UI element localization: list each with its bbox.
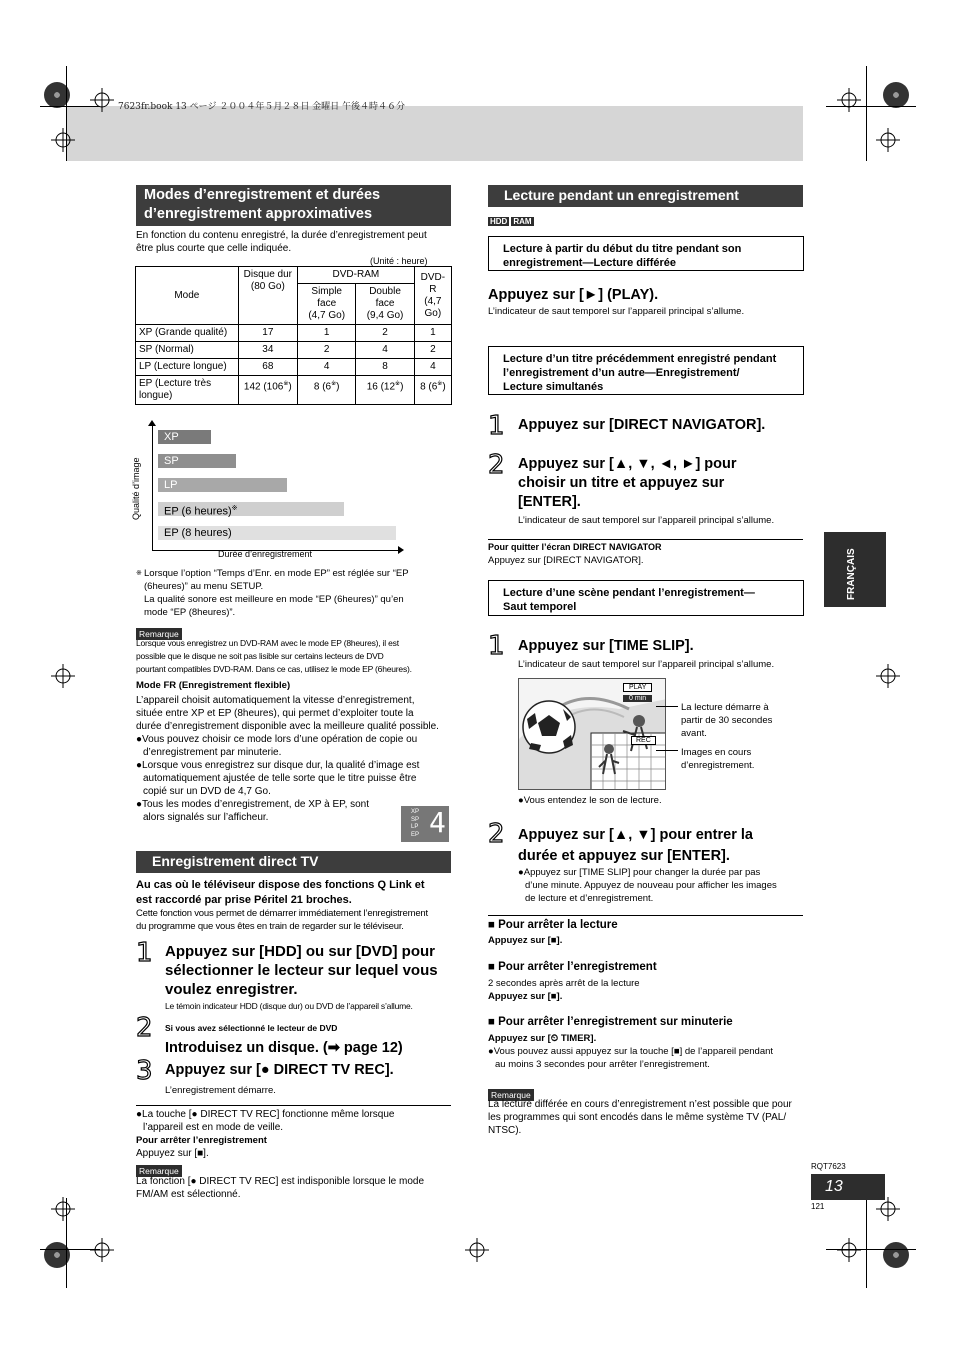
text-line: pourtant compatibles DVD-RAM. Dans ce cas, utilisez le mode EP (6heures). xyxy=(136,664,412,674)
text-line: est raccordé par prise Péritel 21 broches. xyxy=(136,894,352,906)
divider xyxy=(488,539,803,540)
callout-line xyxy=(656,706,678,707)
crosshair-icon xyxy=(837,1238,861,1262)
text-line: Images en cours xyxy=(681,747,752,758)
modes-intro xyxy=(136,229,456,255)
bullet-line: ●Tous les modes d’enregistrement, de XP à EP, sont xyxy=(136,799,370,810)
table-cell: 1 xyxy=(298,325,356,342)
direct-tv-remark xyxy=(136,1175,456,1201)
graph-bar-5 xyxy=(158,526,396,540)
cell-value: 8 (6 xyxy=(313,381,332,393)
text-line: En fonction du contenu enregistré, la durée d’enregistrement peut xyxy=(136,230,427,241)
text-line: (9,4 Go) xyxy=(366,310,404,321)
footnote-mark: ※ xyxy=(136,570,142,577)
display-panel xyxy=(401,806,449,842)
text-line: d’enregistrement. xyxy=(681,760,755,771)
table-header xyxy=(238,267,297,325)
remark-label: Remarque xyxy=(136,628,182,640)
graph-bar-2 xyxy=(158,454,236,468)
table-cell: 2 xyxy=(298,342,356,359)
step-number: 2 xyxy=(136,1013,153,1043)
text-line: R xyxy=(429,283,437,295)
text-line: (6heures)” au menu SETUP. xyxy=(144,581,264,592)
page-number: 13 xyxy=(811,1174,885,1200)
step-number: 2 xyxy=(488,819,505,849)
remark-text xyxy=(136,637,456,676)
table-row xyxy=(136,325,452,342)
bullet-line: ●Appuyez sur [TIME SLIP] pour changer la durée par pas xyxy=(518,867,761,878)
table-cell xyxy=(136,376,239,405)
divider xyxy=(136,1105,451,1106)
slip-time-indicator: 0 min xyxy=(623,695,652,702)
display-mode: EP xyxy=(411,831,420,838)
step-3-note: L’enregistrement démarre. xyxy=(165,1085,276,1096)
graph-y-label: Qualité d’image xyxy=(131,457,141,520)
cell-value: 8 (6 xyxy=(420,381,438,393)
text-line: FM/AM est sélectionné. xyxy=(136,1189,241,1200)
text-line: Appuyez sur [▲, ▼, ◄, ►] pour xyxy=(518,456,737,472)
table-row xyxy=(136,267,452,284)
text-line: DVD- xyxy=(420,271,446,283)
language-tab xyxy=(824,532,886,607)
text-line: durée et appuyez sur [ENTER]. xyxy=(518,848,730,864)
header-band xyxy=(66,106,803,161)
text-line: face xyxy=(375,298,395,309)
language-tab-label: FRANÇAIS xyxy=(846,548,857,600)
step-1-text xyxy=(165,942,465,999)
graph-bar-label: EP (8 heures) xyxy=(164,527,232,539)
table-header: DVD-RAM xyxy=(298,267,415,284)
section-title-modes xyxy=(136,185,451,226)
footnote-mark: ※ xyxy=(283,381,289,387)
text-line: La lecture différée en cours d’enregistrement n’est possible que pour xyxy=(488,1099,792,1110)
cell-value: ) xyxy=(336,381,340,393)
text-line: Lecture d’un titre précédemment enregistré pendant xyxy=(503,353,777,365)
cell-value: ) xyxy=(288,381,292,393)
text-line: Pour arrêter l’enregistrement xyxy=(136,1135,267,1146)
display-mode: XP xyxy=(411,809,420,815)
crosshair-icon xyxy=(51,1197,75,1221)
crosshair-icon xyxy=(90,88,114,112)
cell-value: 16 (12 xyxy=(366,381,396,393)
graph-bar-label: XP xyxy=(164,431,179,443)
mode-box-simultaneous xyxy=(488,346,804,395)
table-cell: XP (Grande qualité) xyxy=(136,325,239,342)
text-line: Appuyez sur [▲, ▼] pour entrer la xyxy=(518,827,753,843)
quit-text: Appuyez sur [DIRECT NAVIGATOR]. xyxy=(488,555,644,566)
tv-screen-illustration xyxy=(518,678,666,790)
cell-value: ) xyxy=(442,381,446,393)
cell-value: ) xyxy=(400,381,404,393)
footnote-mark: ※ xyxy=(331,381,337,387)
table-cell: 2 xyxy=(414,342,451,359)
play-note: L’indicateur de saut temporel sur l’appareil principal s’allume. xyxy=(488,306,745,317)
text-line: durée d’enregistrement disponible avec la meilleure qualité possible. xyxy=(136,721,439,732)
graph-bar-3 xyxy=(158,478,287,492)
text-line: partir de 30 secondes xyxy=(681,715,773,726)
display-modes xyxy=(411,809,419,839)
crosshair-icon xyxy=(465,1238,489,1262)
text-line: alors signalés sur l’afficheur. xyxy=(143,812,269,823)
crosshair-icon xyxy=(876,664,900,688)
table-cell: 68 xyxy=(238,359,297,376)
direct-tv-intro xyxy=(136,907,456,933)
text-line: (4,7 xyxy=(424,295,442,307)
text-line: du programme que vous êtes en train de regarder sur le téléviseur. xyxy=(136,921,404,932)
time-slip-note: L’indicateur de saut temporel sur l’appareil principal s’allume. xyxy=(518,659,775,670)
step-2-text: Introduisez un disque. (➡ page 12) xyxy=(165,1040,403,1056)
text-line: de lecture et d’enregistrement. xyxy=(525,893,654,904)
graph-bar-label: EP (6 heures) xyxy=(164,505,232,518)
crop-line xyxy=(866,1198,867,1288)
arrow-up-icon xyxy=(148,420,156,426)
text-line: l’enregistrement d’un autre—Enregistrement/ xyxy=(503,367,740,379)
unit-label: (Unité : heure) xyxy=(370,256,428,266)
table-cell xyxy=(414,376,451,405)
mode-box-time-slip xyxy=(488,580,804,616)
crop-line xyxy=(826,106,916,107)
time-slip-step-1: Appuyez sur [TIME SLIP]. xyxy=(518,638,694,654)
footnote-mark: ※ xyxy=(437,381,443,387)
text-line: Lecture d’une scène pendant l’enregistrement— xyxy=(503,587,755,599)
rec-indicator: REC xyxy=(631,736,656,745)
table-header: Mode xyxy=(136,267,239,325)
table-cell: 34 xyxy=(238,342,297,359)
table-cell: 17 xyxy=(238,325,297,342)
stop-recording-text xyxy=(488,977,640,1003)
text-line: face xyxy=(317,298,337,309)
callout-recording xyxy=(681,746,754,772)
text-line: choisir un titre et appuyez sur xyxy=(518,475,725,491)
alt-page-number: 121 xyxy=(811,1202,825,1211)
crop-line xyxy=(866,66,867,161)
text-line: Disque dur xyxy=(243,269,292,280)
text-line: La fonction [● DIRECT TV REC] est indisponible lorsque le mode xyxy=(136,1176,425,1187)
step-number: 3 xyxy=(136,1056,153,1086)
section-title-playback: Lecture pendant un enregistrement xyxy=(488,185,803,207)
crosshair-icon xyxy=(876,1197,900,1221)
display-mode: LP xyxy=(411,824,419,830)
time-slip-step-2 xyxy=(518,825,808,867)
text-line: [ENTER]. xyxy=(518,494,581,510)
text-line: Lorsque vous enregistrez un DVD-RAM avec le mode EP (8heures), il est xyxy=(136,638,399,648)
step-number: 1 xyxy=(136,938,153,968)
table-cell xyxy=(238,376,297,405)
play-instruction: Appuyez sur [►] (PLAY). xyxy=(488,287,659,303)
remark-label: Remarque xyxy=(488,1089,534,1101)
table-cell: 4 xyxy=(298,359,356,376)
step-2-condition: Si vous avez sélectionné le lecteur de DVD xyxy=(165,1023,338,1033)
text-line: Appuyez sur [■]. xyxy=(488,991,563,1002)
table-cell: 2 xyxy=(356,325,414,342)
text-line: voulez enregistrer. xyxy=(165,981,298,998)
footnote xyxy=(136,567,456,619)
crop-line xyxy=(40,1249,100,1250)
modes-table xyxy=(135,266,452,405)
navigator-note: L’indicateur de saut temporel sur l’appareil principal s’allume. xyxy=(518,515,775,526)
graph-bar-label: LP xyxy=(164,479,178,491)
bullet-line: ●Vous pouvez choisir ce mode lors d’une opération de copie ou xyxy=(136,734,418,745)
step-3-text: Appuyez sur [● DIRECT TV REC]. xyxy=(165,1062,394,1078)
text-line: longue) xyxy=(139,390,173,401)
footnote-mark: ※ xyxy=(231,505,238,512)
text-line: Appuyez sur [HDD] ou sur [DVD] pour xyxy=(165,943,435,960)
text-line: automatiquement ajustée de telle sorte que le titre puisse être xyxy=(143,773,417,784)
footnote-mark: ※ xyxy=(395,381,401,387)
title-line: Modes d’enregistrement et durées xyxy=(144,187,381,203)
crosshair-icon xyxy=(837,88,861,112)
section-title-direct-tv: Enregistrement direct TV xyxy=(136,851,451,873)
text-line: mode “EP (8heures)”. xyxy=(144,607,236,618)
table-cell: 1 xyxy=(414,325,451,342)
callout-line xyxy=(656,750,678,751)
table-cell: 8 xyxy=(356,359,414,376)
time-slip-step-2-note xyxy=(518,866,808,905)
disc-tags xyxy=(488,211,536,229)
play-indicator: PLAY xyxy=(623,683,652,692)
table-header xyxy=(356,284,414,325)
fr-mode-title: Mode FR (Enregistrement flexible) xyxy=(136,680,291,691)
text-line: d’enregistrement par minuterie. xyxy=(143,747,282,758)
text-line: avant. xyxy=(681,728,707,739)
stop-timer-title: ■ Pour arrêter l’enregistrement sur minuterie xyxy=(488,1016,733,1028)
table-header xyxy=(414,267,451,325)
table-cell: 4 xyxy=(356,342,414,359)
step-number: 1 xyxy=(488,631,505,661)
sound-note: ●Vous entendez le son de lecture. xyxy=(518,795,662,806)
display-digit: 4 xyxy=(429,806,446,839)
graph-x-label: Durée d’enregistrement xyxy=(218,549,313,559)
table-header xyxy=(298,284,356,325)
text-line: La qualité sonore est meilleure en mode “EP (6heures)” qu’en xyxy=(144,594,404,605)
text-line: (80 Go) xyxy=(250,281,285,292)
text-line: au moins 3 secondes pour arrêter l’enregistrement. xyxy=(495,1059,710,1070)
step-1-note: Le témoin indicateur HDD (disque dur) ou DVD de l’appareil s’allume. xyxy=(165,1001,413,1011)
direct-tv-notes xyxy=(136,1108,456,1160)
stop-timer-text xyxy=(488,1032,808,1071)
graph-bar-label: SP xyxy=(164,455,179,467)
text-line: EP (Lecture très xyxy=(139,378,212,389)
stop-playback-text: Appuyez sur [■]. xyxy=(488,935,563,946)
crop-line xyxy=(826,1249,916,1250)
corner-disc-icon xyxy=(883,1242,909,1268)
crosshair-icon xyxy=(876,128,900,152)
display-mode: SP xyxy=(411,816,420,823)
disc-tag: RAM xyxy=(513,217,532,226)
text-line: 2 secondes après arrêt de la lecture xyxy=(488,978,640,989)
table-row xyxy=(136,342,452,359)
text-line: NTSC). xyxy=(488,1125,522,1136)
doc-code: RQT7623 xyxy=(811,1162,846,1171)
table-cell xyxy=(298,376,356,405)
arrow-right-icon xyxy=(398,546,404,554)
stop-playback-title: ■ Pour arrêter la lecture xyxy=(488,919,618,931)
corner-disc-icon xyxy=(883,82,909,108)
navigator-step-2 xyxy=(518,455,808,512)
table-row xyxy=(136,359,452,376)
table-row xyxy=(136,376,452,405)
fr-mode-text xyxy=(136,694,456,824)
crop-line xyxy=(66,1198,67,1288)
text-line: Saut temporel xyxy=(503,601,577,613)
text-line: copié sur un DVD de 4,7 Go. xyxy=(143,786,271,797)
stop-recording-title: ■ Pour arrêter l’enregistrement xyxy=(488,961,657,973)
text-line: Go) xyxy=(424,307,442,319)
crosshair-icon xyxy=(51,128,75,152)
text-line: Cette fonction vous permet de démarrer immédiatement l’enregistrement xyxy=(136,908,428,919)
step-number: 1 xyxy=(488,411,505,441)
table-cell xyxy=(356,376,414,405)
print-header: 7623fr.book 13 ページ ２００４年５月２８日 金曜日 午後４時４６分 xyxy=(118,102,406,112)
text-line: enregistrement—Lecture différée xyxy=(503,257,676,269)
quality-graph xyxy=(130,420,410,565)
navigator-step-1: Appuyez sur [DIRECT NAVIGATOR]. xyxy=(518,417,766,433)
remark-label: Remarque xyxy=(136,1165,182,1177)
crosshair-icon xyxy=(51,664,75,688)
y-axis xyxy=(152,424,153,551)
text-line: l’appareil est en mode de veille. xyxy=(143,1122,284,1133)
text-line: (4,7 Go) xyxy=(308,310,346,321)
text-line: Simple xyxy=(311,286,342,297)
text-line: L’appareil choisit automatiquement la vitesse d’enregistrement, xyxy=(136,695,415,706)
graph-bar-4 xyxy=(158,502,344,516)
bullet-line: ●Lorsque vous enregistrez sur disque dur, la qualité d’image est xyxy=(136,760,420,771)
bullet-line: ●La touche [● DIRECT TV REC] fonctionne même lorsque xyxy=(136,1109,395,1120)
disc-tag: HDD xyxy=(490,217,508,226)
divider xyxy=(488,915,803,916)
crop-line xyxy=(66,66,67,161)
text-line: possible que le disque ne soit pas lisible sur certains lecteurs de DVD xyxy=(136,651,384,661)
text-line: d’une minute. Appuyez de nouveau pour afficher les images xyxy=(525,880,777,891)
text-line: être plus courte que celle indiquée. xyxy=(136,243,292,254)
playback-remark xyxy=(488,1098,808,1137)
mode-box-chase xyxy=(488,236,804,271)
text-line: Appuyez sur [■]. xyxy=(136,1148,209,1159)
table-cell: SP (Normal) xyxy=(136,342,239,359)
text-line: Lecture à partir du début du titre pendant son xyxy=(503,243,742,255)
step-number: 2 xyxy=(488,450,505,480)
crop-line xyxy=(40,106,100,107)
table-cell: 4 xyxy=(414,359,451,376)
text-line: La lecture démarre à xyxy=(681,702,769,713)
direct-tv-condition xyxy=(136,878,456,908)
text-line: Appuyez sur [⏲ TIMER]. xyxy=(488,1033,597,1044)
table-cell: LP (Lecture longue) xyxy=(136,359,239,376)
text-line: située entre XP et EP (8heures), qui permet d’exploiter toute la xyxy=(136,708,414,719)
text-line: Au cas où le téléviseur dispose des fonctions Q Link et xyxy=(136,879,425,891)
text-line: sélectionner le lecteur sur lequel vous xyxy=(165,962,438,979)
title-line: d’enregistrement approximatives xyxy=(144,206,373,222)
text-line: Lorsque l’option “Temps d’Enr. en mode EP” est réglée sur “EP xyxy=(144,568,409,579)
graph-bar-1 xyxy=(158,430,211,444)
crosshair-icon xyxy=(90,1238,114,1262)
cell-value: 142 (106 xyxy=(243,381,284,393)
quit-title: Pour quitter l’écran DIRECT NAVIGATOR xyxy=(488,542,662,552)
bullet-line: ●Vous pouvez aussi appuyez sur la touche [■] de l’appareil pendant xyxy=(488,1046,774,1057)
text-line: Lecture simultanés xyxy=(503,381,604,393)
text-line: les programmes qui sont encodés dans le même système TV (PAL/ xyxy=(488,1112,787,1123)
callout-playback xyxy=(681,701,772,740)
text-line: Double xyxy=(369,286,401,297)
